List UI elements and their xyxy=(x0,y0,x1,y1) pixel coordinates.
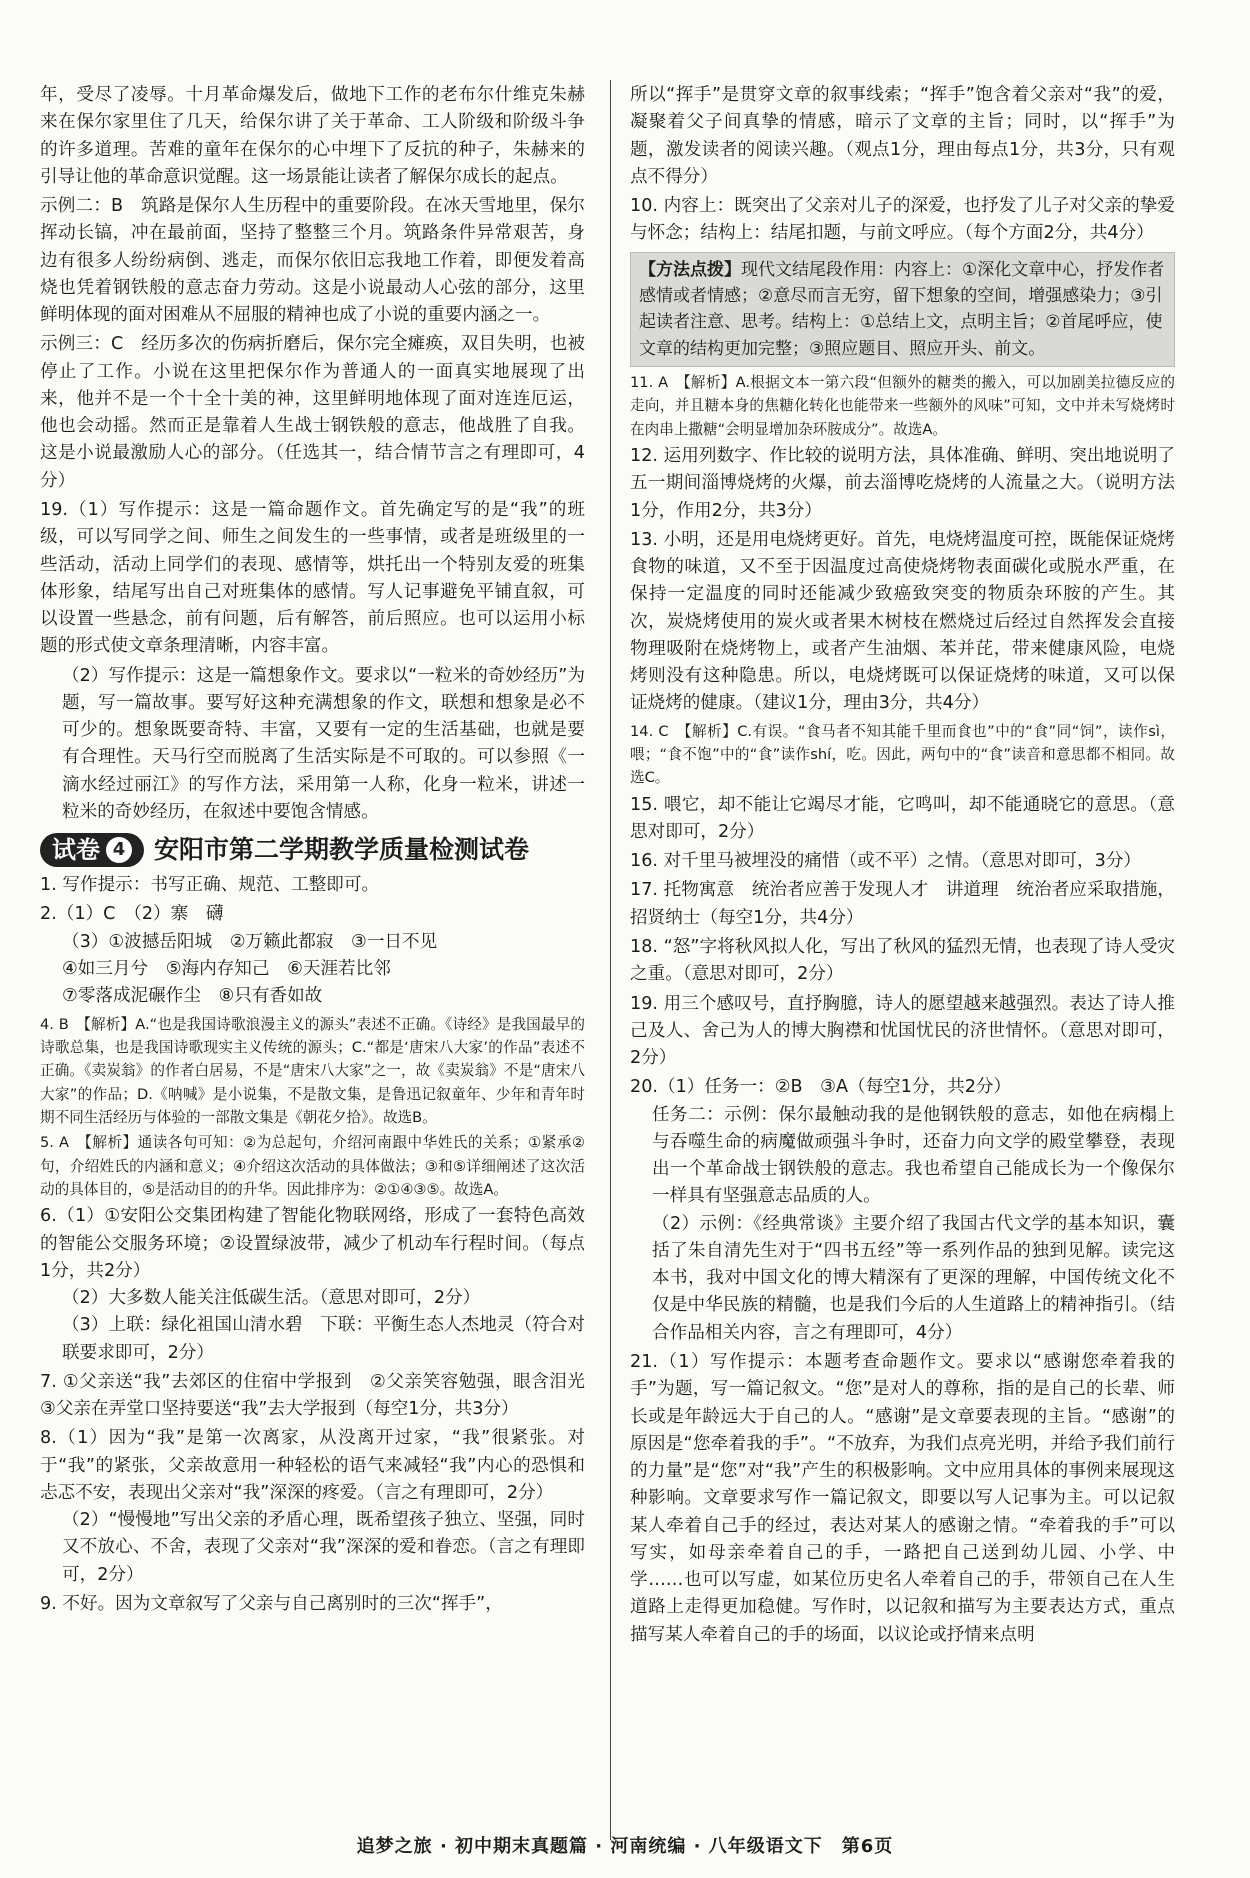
answer-12: 12. 运用列数字、作比较的说明方法，具体准确、鲜明、突出地说明了五一期间淄博烧烤的火爆，前去淄博吃烧烤的人流量之大。（说明方法1分，作用2分，共3分） xyxy=(630,446,1175,521)
answer-20-2: （2）示例：《经典常谈》主要介绍了我国古代文学的基本知识，囊括了朱自清先生对于“四书五经”等一系列作品的独到见解。读完这本书，我对中国文化的博大精深有了更深的理解，中国传统文化不仅是中华民族的精髓，也是我们今后的人生道路上的精神指引。（结合作品相关内容，言之有理即可，4分） xyxy=(652,1213,1175,1343)
answer-2-line: ④如三月兮 ⑤海内存知己 ⑥天涯若比邻 xyxy=(62,958,391,979)
method-tip-tag: 【方法点拨】 xyxy=(639,259,741,280)
answer-2: 2.（1）C （2）寨 礴 xyxy=(40,904,224,925)
answer-15: 15. 喂它，却不能让它竭尽才能，它鸣叫，却不能通晓它的意思。（意思对即可，2分） xyxy=(630,794,1175,842)
answer-19-2: （2）写作提示：这是一篇想象作文。要求以“一粒米的奇妙经历”为题，写一篇故事。要写好这种充满想象的作文，联想和想象是必不可少的。想象既要奇特、丰富，又要有一定的生活基础，也就是要有合理性。天马行空而脱离了生活实际是不可取的。可以参照《一滴水经过丽江》的写作方法，采用第一人称，化身一粒米，讲述一粒米的奇妙经历，在叙述中要饱含情感。 xyxy=(62,665,585,822)
answer-20-task2: 任务二：示例：保尔最触动我的是他钢铁般的意志，如他在病榻上与吞噬生命的病魔做顽强斗争时，还奋力向文学的殿堂攀登，表现出一个革命战士钢铁般的意志。我也希望自己能成长为一个像保尔一样具有坚强意志品质的人。 xyxy=(652,1104,1175,1207)
answer-14: 14. C 【解析】C.有误。“食马者不知其能千里而食也”中的“食”同“饲”，读作sì，喂；“食不饱”中的“食”读作shí，吃。因此，两句中的“食”读音和意思都不相同。故选C。 xyxy=(630,722,1175,787)
answer-13: 13. 小明，还是用电烧烤更好。首先，电烧烤温度可控，既能保证烧烤食物的味道，又不至于因温度过高使烧烤物表面碳化或脱水严重，在保持一定温度的同时还能减少致癌致突变的物质杂环胺的产生。其次，炭烧烤使用的炭火或者果木树枝在燃烧过后经过自然挥发会直接物理吸附在烧烤物上，或者产生油烟、苯并芘，带来健康风险，电烧烤则没有这种隐患。所以，电烧烤既可以保证烧烤的味道，又可以保证烧烤的健康。（建议1分，理由3分，共4分） xyxy=(630,529,1175,714)
answer-18: 18. “怒”字将秋风拟人化，写出了秋风的猛烈无情，也表现了诗人受灾之重。（意思对即可，2分） xyxy=(630,937,1175,985)
answer-4: 4. B 【解析】A.“也是我国诗歌浪漫主义的源头”表述不正确。《诗经》是我国最早的诗歌总集，也是我国诗歌现实主义传统的源头；C.“都是‘唐宋八大家’的作品”表述不正确。《卖炭翁》的作者白居易，不是“唐宋八大家”之一，故《卖炭翁》不是“唐宋八大家”的作品；D.《呐喊》是小说集，不是散文集，是鲁迅记叙童年、少年和青年时期不同生活经历与体验的一部散文集是《朝花夕拾》。故选B。 xyxy=(40,1015,585,1126)
paper-badge: 试卷 4 xyxy=(40,833,144,867)
paper-name: 安阳市第二学期教学质量检测试卷 xyxy=(154,834,530,864)
method-tip-box xyxy=(630,252,1175,367)
answer-6-1: 6.（1）①安阳公交集团构建了智能化物联网络，形成了一套特色高效的智能公交服务环境；②设置绿波带，减少了机动车行程时间。（每点1分，共2分） xyxy=(40,1206,585,1281)
answer-9: 9. 不好。因为文章叙写了父亲与自己离别时的三次“挥手”， xyxy=(40,1593,503,1614)
page-footer: 追梦之旅 · 初中期末真题篇 · 河南统编 · 八年级语文下 第6页 xyxy=(356,1836,894,1857)
answer-16: 16. 对千里马被埋没的痛惜（或不平）之情。（意思对即可，3分） xyxy=(630,851,1142,872)
answer-2-line: （3）①波撼岳阳城 ②万籁此都寂 ③一日不见 xyxy=(62,931,438,952)
answer-20-1: 20.（1）任务一：②B ③A（每空1分，共2分） xyxy=(630,1077,1012,1098)
answer-page xyxy=(40,80,1175,1840)
answer-6-3: （3）上联：绿化祖国山清水碧 下联：平衡生态人杰地灵（符合对联要求即可，2分） xyxy=(62,1315,585,1363)
answer-8-1: 8.（1）因为“我”是第一次离家，从没离开过家，“我”很紧张。对于“我”的紧张，父亲故意用一种轻松的语气来减轻“我”内心的恐惧和忐忑不安，表现出父亲对“我”深深的疼爱。（言之有理即可，2分） xyxy=(40,1428,585,1503)
paragraph: 示例二：B 筑路是保尔人生历程中的重要阶段。在冰天雪地里，保尔挥动长镐，冲在最前面，坚持了整整三个月。筑路条件异常艰苦，身边有很多人纷纷病倒、逃走，而保尔依旧忘我地工作着，即便发着高烧也凭着钢铁般的意志奋力劳动。这是小说最动人心弦的部分，这里鲜明体现的面对困难从不屈服的精神也成了小说的重要内涵之一。 xyxy=(40,196,585,326)
paper-title xyxy=(40,830,585,870)
answer-21: 21.（1）写作提示：本题考查命题作文。要求以“感谢您牵着我的手”为题，写一篇记叙文。“您”是对人的尊称，指的是自己的长辈、师长或是年龄远大于自己的人。“感谢”是文章要表现的主旨。“感谢”的原因是“您牵着我的手”。“不放弃，为我们点亮光明，并给予我们前行的力量”是“您”对“我”产生的积极影响。文中应用具体的事例来展现这种影响。文章要求写作一篇记叙文，即要以写人记事为主。可以记叙某人牵着自己手的经过，表达对某人的感谢之情。“牵着我的手”可以写实，如母亲牵着自己的手，一路把自己送到幼儿园、小学、中学……也可以写虚，如某位历史名人牵着自己的手，带领自己在人生道路上走得更加稳健。写作时，以记叙和描写为主要表达方式，重点描写某人牵着自己的手的场面，以议论或抒情来点明 xyxy=(630,1352,1175,1645)
answer-19-1: 19.（1）写作提示：这是一篇命题作文。首先确定写的是“我”的班级，可以写同学之间、师生之间发生的一些事情，或者是班级里的一些活动，活动上同学们的表现、感情等，烘托出一个特别友爱的班集体形象，结尾写出自己对班集体的感情。写人记事避免平铺直叙，可以设置一些悬念，前有问题，后有解答，前后照应。也可以运用小标题的形式使文章条理清晰，内容丰富。 xyxy=(40,499,585,657)
answer-5: 5. A 【解析】通读各句可知：②为总起句，介绍河南跟中华姓氏的关系；①紧承②句，介绍姓氏的内涵和意义；④介绍这次活动的具体做法；③和⑤详细阐述了这次活动的具体目的，⑤是活动目的的升华。因此排序为：②①④③⑤。故选A。 xyxy=(40,1134,585,1198)
answer-10: 10. 内容上：既突出了父亲对儿子的深爱，也抒发了儿子对父亲的挚爱与怀念；结构上：结尾扣题，与前文呼应。（每个方面2分，共4分） xyxy=(630,196,1175,244)
answer-8-2: （2）“慢慢地”写出父亲的矛盾心理，既希望孩子独立、坚强，同时又不放心、不舍，表现了父亲对“我”深深的爱和眷恋。（言之有理即可，2分） xyxy=(62,1510,585,1585)
answer-1: 1. 写作提示：书写正确、规范、工整即可。 xyxy=(40,875,380,896)
answer-19: 19. 用三个感叹号，直抒胸臆，诗人的愿望越来越强烈。表达了诗人推己及人、舍己为人的博大胸襟和忧国忧民的济世情怀。（意思对即可，2分） xyxy=(630,993,1175,1069)
left-column xyxy=(40,80,603,1618)
method-tip-body: 现代文结尾段作用：内容上：①深化文章中心，抒发作者感情或者情感；②意尽而言无穷，留下想象的空间，增强感染力；③引起读者注意、思考。结构上：①总结上文，点明主旨；②首尾呼应，使文章的结构更加完整；③照应题目、照应开头、前文。 xyxy=(639,259,1165,359)
answer-11: 11. A 【解析】A.根据文本一第六段“但额外的糖类的搬入，可以加剧美拉德反应的走向，并且糖本身的焦糖化转化也能带来一些额外的风味”可知，文中并未写烧烤时在肉串上撒糖“会明显增加杂环胺成分”。故选A。 xyxy=(630,373,1175,438)
answer-7: 7. ①父亲送“我”去郊区的住宿中学报到 ②父亲笑容勉强，眼含泪光 ③父亲在弄堂口坚持要送“我”去大学报到（每空1分，共3分） xyxy=(40,1371,603,1420)
answer-6-2: （2）大多数人能关注低碳生活。（意思对即可，2分） xyxy=(62,1288,481,1309)
paragraph: 所以“挥手”是贯穿文章的叙事线索；“挥手”饱含着父亲对“我”的爱，凝聚着父子间真挚的情感，暗示了文章的主旨；同时，以“挥手”为题，激发读者的阅读兴趣。（观点1分，理由每点1分，共3分，只有观点不得分） xyxy=(630,85,1175,187)
answer-17: 17. 托物寓意 统治者应善于发现人才 讲道理 统治者应采取措施，招贤纳士（每空1分，共4分） xyxy=(630,880,1175,928)
paragraph: 年，受尽了凌辱。十月革命爆发后，做地下工作的老布尔什维克朱赫来在保尔家里住了几天，给保尔讲了关于革命、工人阶级和阶级斗争的许多道理。苦难的童年在保尔的心中埋下了反抗的种子，朱赫来的引导让他的革命意识觉醒。这一场景能让读者了解保尔成长的起点。 xyxy=(40,85,585,187)
paragraph: 示例三：C 经历多次的伤病折磨后，保尔完全瘫痪，双目失明，也被停止了工作。小说在这里把保尔作为普通人的一面真实地展现了出来，他并不是一个十全十美的神，这里鲜明地体现了面对连连厄运，他也会动摇。然而正是靠着人生战士钢铁般的意志，他战胜了自我。这是小说最激励人心的部分。（任选其一，结合情节言之有理即可，4分） xyxy=(40,334,585,491)
column-divider xyxy=(610,80,611,1840)
answer-2-line: ⑦零落成泥碾作尘 ⑧只有香如故 xyxy=(62,986,323,1007)
right-column xyxy=(630,80,1175,1649)
